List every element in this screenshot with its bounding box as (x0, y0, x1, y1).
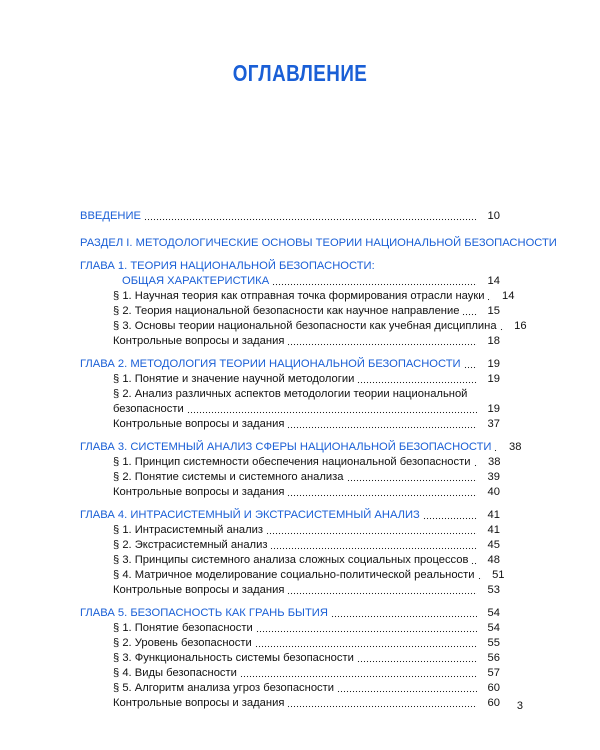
toc-section[interactable] (80, 621, 500, 636)
toc-entry-label: § 1. Принцип системности обеспечения национальной безопасности (113, 456, 471, 468)
toc-section-questions[interactable] (80, 334, 500, 349)
dot-leader (462, 313, 477, 316)
toc-section[interactable] (80, 568, 505, 583)
page-title: ОГЛАВЛЕНИЕ (232, 60, 368, 86)
toc-entry-page: 40 (487, 486, 500, 498)
toc-entry-label: ГЛАВА 2. МЕТОДОЛОГИЯ ТЕОРИИ НАЦИОНАЛЬНОЙ БЕЗОПАСНОСТИ (80, 358, 461, 370)
dot-leader (423, 517, 477, 520)
toc-chapter-4[interactable] (80, 508, 500, 523)
dot-leader (331, 615, 477, 618)
dot-leader (287, 494, 477, 497)
toc-section[interactable] (80, 289, 515, 304)
dot-leader (464, 366, 477, 369)
dot-leader (357, 660, 477, 663)
dot-leader (272, 283, 477, 286)
dot-leader (337, 690, 477, 693)
dot-leader (187, 411, 477, 414)
toc-section[interactable] (80, 636, 500, 651)
toc-section[interactable] (80, 470, 500, 485)
toc-chapter-1[interactable] (80, 274, 500, 289)
toc-entry-label: § 4. Матричное моделирование социально-политической реальности (113, 569, 475, 581)
toc-entry-page: 10 (487, 210, 500, 222)
toc-entry-label: § 5. Алгоритм анализа угроз безопасности (113, 682, 335, 694)
toc-entry-label: § 2. Теория национальной безопасности как научное направление (113, 305, 460, 317)
toc-entry-label: Контрольные вопросы и задания (113, 486, 285, 498)
toc-section-questions[interactable] (80, 485, 500, 500)
toc-entry-page: 15 (487, 305, 500, 317)
dot-leader (478, 577, 482, 580)
dot-leader (255, 645, 477, 648)
toc-section[interactable] (80, 455, 500, 470)
toc-entry-page: 41 (487, 509, 500, 521)
dot-leader (347, 479, 478, 482)
toc-entry-label: ГЛАВА 4. ИНТРАСИСТЕМНЫЙ И ЭКСТРАСИСТЕМНЫЙ АНАЛИЗ (80, 509, 420, 521)
toc-entry-page: 18 (487, 335, 500, 347)
toc-chapter-3[interactable] (80, 440, 522, 455)
toc-section[interactable] (80, 651, 500, 666)
toc-entry-page: 37 (487, 418, 500, 430)
toc-entry-intro[interactable] (80, 209, 500, 224)
toc-entry-label: § 2. Понятие системы и системного анализа (113, 471, 344, 483)
toc-entry-page: 19 (487, 358, 500, 370)
toc-section[interactable] (80, 372, 500, 387)
toc-entry-label: § 3. Основы теории национальной безопасности как учебная дисциплина (113, 320, 497, 332)
toc-section-questions[interactable] (80, 583, 500, 598)
toc-section-questions[interactable] (80, 696, 500, 711)
toc-chapter-1-line1[interactable]: ГЛАВА 1. ТЕОРИЯ НАЦИОНАЛЬНОЙ БЕЗОПАСНОСТИ: (80, 260, 375, 272)
toc-entry-page: 41 (487, 524, 500, 536)
toc-section[interactable] (80, 402, 500, 417)
dot-leader (256, 630, 477, 633)
dot-leader (487, 298, 491, 301)
dot-leader (471, 562, 477, 565)
toc-entry-label: ВВЕДЕНИЕ (80, 210, 142, 222)
toc-entry-page: 53 (487, 584, 500, 596)
toc-section[interactable] (80, 666, 500, 681)
toc-entry-page: 39 (487, 471, 500, 483)
toc-entry-label: ОБЩАЯ ХАРАКТЕРИСТИКА (122, 275, 270, 287)
toc-section[interactable] (80, 304, 500, 319)
toc-entry-label: § 1. Интрасистемный анализ (113, 524, 264, 536)
toc-entry-page: 38 (488, 456, 501, 468)
dot-leader (287, 426, 477, 429)
toc-entry-page: 14 (502, 290, 515, 302)
toc-entry-page: 16 (514, 320, 527, 332)
toc-entry-page: 45 (487, 539, 500, 551)
toc-entry-page: 14 (487, 275, 500, 287)
toc-section[interactable] (80, 681, 500, 696)
toc-entry-page: 38 (509, 441, 522, 453)
toc-entry-page: 19 (487, 373, 500, 385)
table-of-contents (80, 209, 557, 711)
toc-entry-label: безопасности (113, 403, 184, 415)
toc-section[interactable] (80, 553, 500, 568)
dot-leader (500, 328, 504, 331)
toc-entry-label: § 2. Экстрасистемный анализ (113, 539, 268, 551)
dot-leader (266, 532, 477, 535)
toc-entry-page: 56 (487, 652, 500, 664)
toc-entry-label: § 4. Виды безопасности (113, 667, 237, 679)
dot-leader (287, 343, 477, 346)
toc-section-questions[interactable] (80, 417, 500, 432)
toc-entry-label: § 3. Функциональность системы безопасности (113, 652, 354, 664)
toc-entry-page: 51 (492, 569, 505, 581)
toc-entry-label: ГЛАВА 5. БЕЗОПАСНОСТЬ КАК ГРАНЬ БЫТИЯ (80, 607, 328, 619)
dot-leader (240, 675, 477, 678)
dot-leader (357, 381, 477, 384)
toc-entry-page: 48 (487, 554, 500, 566)
page-number: 3 (516, 700, 523, 712)
toc-section[interactable] (80, 319, 527, 334)
toc-entry-page: 55 (487, 637, 500, 649)
toc-section[interactable] (80, 523, 500, 538)
toc-entry-label: Контрольные вопросы и задания (113, 697, 285, 709)
toc-entry-page: 60 (487, 697, 500, 709)
toc-section[interactable] (80, 538, 500, 553)
toc-part-heading[interactable]: РАЗДЕЛ I. МЕТОДОЛОГИЧЕСКИЕ ОСНОВЫ ТЕОРИИ НАЦИОНАЛЬНОЙ БЕЗОПАСНОСТИ (80, 237, 557, 249)
toc-entry-label: Контрольные вопросы и задания (113, 584, 285, 596)
toc-entry-page: 54 (487, 607, 500, 619)
toc-entry-label: Контрольные вопросы и задания (113, 335, 285, 347)
toc-entry-page: 57 (487, 667, 500, 679)
toc-entry-label: § 1. Понятие безопасности (113, 622, 253, 634)
toc-chapter-5[interactable] (80, 606, 500, 621)
toc-entry-label: § 1. Научная теория как отправная точка формирования отрасли науки (113, 290, 485, 302)
toc-chapter-2[interactable] (80, 357, 500, 372)
dot-leader (144, 218, 477, 221)
toc-entry-label: § 3. Принципы системного анализа сложных социальных процессов (113, 554, 469, 566)
dot-leader (474, 464, 478, 467)
toc-entry-page: 54 (487, 622, 500, 634)
toc-entry-page: 19 (487, 403, 500, 415)
toc-entry-label: Контрольные вопросы и задания (113, 418, 285, 430)
dot-leader (287, 705, 477, 708)
toc-entry-label: § 2. Уровень безопасности (113, 637, 252, 649)
toc-entry-page: 60 (487, 682, 500, 694)
toc-section-line1[interactable]: § 2. Анализ различных аспектов методологии теории национальной (113, 388, 468, 400)
toc-entry-label: § 1. Понятие и значение научной методологии (113, 373, 355, 385)
dot-leader (494, 449, 498, 452)
dot-leader (287, 592, 477, 595)
dot-leader (270, 547, 477, 550)
toc-entry-label: ГЛАВА 3. СИСТЕМНЫЙ АНАЛИЗ СФЕРЫ НАЦИОНАЛЬНОЙ БЕЗОПАСНОСТИ (80, 441, 492, 453)
